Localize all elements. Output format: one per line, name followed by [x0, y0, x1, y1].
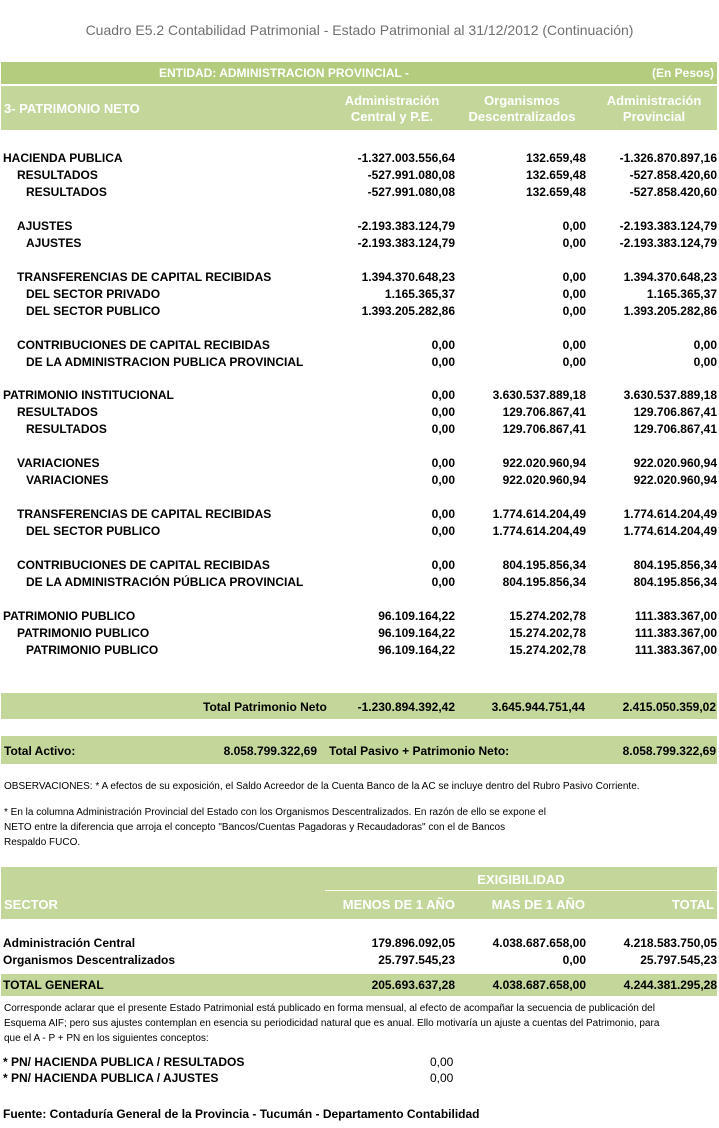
adjustment-label: * PN/ HACIENDA PUBLICA / RESULTADOS — [3, 1055, 245, 1069]
row-label: DE LA ADMINISTRACIÓN PÚBLICA PROVINCIAL — [26, 575, 304, 589]
section-header — [1, 86, 717, 130]
menos-1-anio-header: MENOS DE 1 AÑO — [342, 897, 455, 912]
total-general-label: TOTAL GENERAL — [3, 978, 104, 992]
row-value-provincial: 111.383.367,00 — [634, 626, 717, 640]
row-value-organismos: 15.274.202,78 — [509, 626, 586, 640]
row-value-provincial: 129.706.867,41 — [633, 405, 717, 419]
row-value-organismos: 0,00 — [562, 355, 586, 369]
row-value-provincial: 922.020.960,94 — [633, 473, 717, 487]
row-value-central: 0,00 — [431, 388, 455, 402]
corresponde-line-1: Corresponde aclarar que el presente Estado Patrimonial está publicado en forma mensual, al efecto de acompañar la secuencia de publicación del — [4, 1003, 655, 1014]
exig-row-v3: 4.218.583.750,05 — [623, 936, 717, 950]
row-value-central: 0,00 — [431, 558, 455, 572]
exig-row-v3: 25.797.545,23 — [640, 953, 717, 967]
total-pn-band — [1, 693, 717, 719]
row-value-provincial: -527.858.420,60 — [629, 185, 717, 199]
row-value-organismos: 129.706.867,41 — [502, 405, 586, 419]
total-pasivo-label: Total Pasivo + Patrimonio Neto: — [329, 744, 510, 758]
total-header: TOTAL — [671, 897, 714, 912]
row-value-provincial: 1.774.614.204,49 — [623, 524, 717, 538]
row-value-provincial: 1.393.205.282,86 — [623, 304, 717, 318]
row-label: RESULTADOS — [17, 405, 98, 419]
row-value-organismos: 0,00 — [562, 236, 586, 250]
row-label: RESULTADOS — [17, 168, 98, 182]
row-value-central: 0,00 — [431, 422, 455, 436]
row-label: PATRIMONIO PUBLICO — [3, 609, 136, 623]
row-value-provincial: 804.195.856,34 — [633, 558, 717, 572]
note-line-3: Respaldo FUCO. — [4, 837, 81, 848]
total-general-v2: 4.038.687.658,00 — [492, 978, 586, 992]
row-label: PATRIMONIO INSTITUCIONAL — [3, 388, 174, 402]
row-value-central: 0,00 — [431, 575, 455, 589]
row-value-provincial: 1.165.365,37 — [646, 287, 717, 301]
exig-row-label: Administración Central — [3, 936, 136, 950]
row-value-organismos: 1.774.614.204,49 — [492, 507, 586, 521]
total-activo-value: 8.058.799.322,69 — [223, 744, 317, 758]
total-pasivo-value: 8.058.799.322,69 — [622, 744, 716, 758]
row-label: HACIENDA PUBLICA — [3, 151, 123, 165]
row-value-central: -527.991.080,08 — [367, 168, 455, 182]
row-value-central: 1.394.370.648,23 — [361, 270, 455, 284]
row-label: DEL SECTOR PUBLICO — [26, 304, 161, 318]
row-label: DEL SECTOR PUBLICO — [26, 524, 161, 538]
row-value-organismos: 129.706.867,41 — [502, 422, 586, 436]
row-label: VARIACIONES — [17, 456, 100, 470]
row-value-central: 1.165.365,37 — [384, 287, 455, 301]
row-value-organismos: 804.195.856,34 — [502, 575, 586, 589]
row-value-organismos: 132.659,48 — [525, 185, 586, 199]
row-value-organismos: 15.274.202,78 — [509, 609, 586, 623]
exigibilidad-title: EXIGIBILIDAD — [477, 872, 565, 887]
col-header-provincial: Administración Provincial — [606, 93, 702, 124]
row-value-organismos: 132.659,48 — [525, 151, 586, 165]
exig-row-v1: 179.896.092,05 — [371, 936, 455, 950]
row-value-provincial: 111.383.367,00 — [634, 643, 717, 657]
fuente-text: Fuente: Contaduría General de la Provincia - Tucumán - Departamento Contabilidad — [3, 1107, 480, 1121]
exig-row-label: Organismos Descentralizados — [3, 953, 176, 967]
exig-row-v1: 25.797.545,23 — [378, 953, 455, 967]
unit-label: (En Pesos) — [651, 66, 714, 80]
row-value-provincial: 1.774.614.204,49 — [623, 507, 717, 521]
row-value-organismos: 132.659,48 — [525, 168, 586, 182]
total-pn-central: -1.230.894.392,42 — [357, 700, 455, 714]
row-value-central: -527.991.080,08 — [367, 185, 455, 199]
row-label: AJUSTES — [26, 236, 82, 250]
row-value-provincial: 0,00 — [693, 338, 717, 352]
row-value-central: 96.109.164,22 — [378, 609, 455, 623]
row-value-organismos: 804.195.856,34 — [502, 558, 586, 572]
row-value-provincial: 1.394.370.648,23 — [623, 270, 717, 284]
row-value-provincial: 3.630.537.889,18 — [623, 388, 717, 402]
row-label: AJUSTES — [17, 219, 73, 233]
row-value-provincial: 111.383.367,00 — [634, 609, 717, 623]
row-value-central: 0,00 — [431, 456, 455, 470]
row-value-provincial: -1.326.870.897,16 — [619, 151, 717, 165]
col-header-central: Administración Central y P.E. — [344, 93, 440, 124]
row-value-organismos: 922.020.960,94 — [502, 456, 586, 470]
col-header-organismos: Organismos Descentralizados — [468, 93, 576, 124]
row-value-central: -2.193.383.124,79 — [357, 219, 455, 233]
total-general-v3: 4.244.381.295,28 — [623, 978, 717, 992]
row-value-provincial: 804.195.856,34 — [633, 575, 717, 589]
row-value-organismos: 922.020.960,94 — [502, 473, 586, 487]
corresponde-line-2: Esquema AIF; pero sus ajustes contemplan en esencia su periodicidad natural que es anual. Ello motivaría un ajuste a cuentas del Patrimonio, para — [4, 1018, 660, 1029]
observaciones-text: OBSERVACIONES: * A efectos de su exposición, el Saldo Acreedor de la Cuenta Banco de la AC se incluye dentro del Rubro Pasivo Corriente. — [4, 781, 640, 792]
row-value-central: 96.109.164,22 — [378, 643, 455, 657]
row-value-provincial: 129.706.867,41 — [633, 422, 717, 436]
row-value-provincial: -2.193.383.124,79 — [619, 236, 717, 250]
total-pn-provincial: 2.415.050.359,02 — [622, 700, 716, 714]
row-label: CONTRIBUCIONES DE CAPITAL RECIBIDAS — [17, 338, 270, 352]
row-value-central: 0,00 — [431, 355, 455, 369]
note-line-1: * En la columna Administración Provincial del Estado con los Organismos Descentralizados. En razón de ello se expone el — [4, 807, 546, 818]
row-value-central: -1.327.003.556,64 — [357, 151, 455, 165]
total-pn-label: Total Patrimonio Neto — [203, 700, 327, 714]
row-value-provincial: -527.858.420,60 — [629, 168, 717, 182]
row-value-provincial: 0,00 — [693, 355, 717, 369]
exig-row-v2: 0,00 — [562, 953, 586, 967]
row-label: PATRIMONIO PUBLICO — [26, 643, 159, 657]
row-value-organismos: 0,00 — [562, 219, 586, 233]
row-label: DE LA ADMINISTRACION PUBLICA PROVINCIAL — [26, 355, 304, 369]
row-label: CONTRIBUCIONES DE CAPITAL RECIBIDAS — [17, 558, 270, 572]
row-value-central: 96.109.164,22 — [378, 626, 455, 640]
row-value-organismos: 0,00 — [562, 287, 586, 301]
row-value-central: 0,00 — [431, 507, 455, 521]
total-activo-label: Total Activo: — [4, 744, 76, 758]
row-label: TRANSFERENCIAS DE CAPITAL RECIBIDAS — [17, 507, 272, 521]
total-general-v1: 205.693.637,28 — [371, 978, 455, 992]
row-value-organismos: 0,00 — [562, 270, 586, 284]
total-general-band — [1, 974, 717, 996]
entity-band — [1, 62, 717, 84]
adjustment-value: 0,00 — [430, 1071, 454, 1085]
exigibilidad-header — [1, 867, 717, 919]
note-line-2: NETO entre la diferencia que arroja el concepto "Bancos/Cuentas Pagadoras y Recaudadoras" con el de Bancos — [4, 822, 506, 833]
row-label: VARIACIONES — [26, 473, 109, 487]
total-pn-organismos: 3.645.944.751,44 — [491, 700, 585, 714]
row-label: RESULTADOS — [26, 422, 107, 436]
row-value-central: 1.393.205.282,86 — [361, 304, 455, 318]
row-value-provincial: 922.020.960,94 — [633, 456, 717, 470]
adjustment-value: 0,00 — [430, 1055, 454, 1069]
section-title: 3- PATRIMONIO NETO — [4, 101, 140, 116]
row-label: TRANSFERENCIAS DE CAPITAL RECIBIDAS — [17, 270, 272, 284]
entity-label: ENTIDAD: ADMINISTRACION PROVINCIAL - — [159, 66, 409, 80]
row-label: PATRIMONIO PUBLICO — [17, 626, 150, 640]
adjustment-label: * PN/ HACIENDA PUBLICA / AJUSTES — [3, 1071, 219, 1085]
sector-header: SECTOR — [4, 897, 58, 912]
row-value-provincial: -2.193.383.124,79 — [619, 219, 717, 233]
row-value-central: 0,00 — [431, 473, 455, 487]
row-value-organismos: 3.630.537.889,18 — [492, 388, 586, 402]
row-value-organismos: 0,00 — [562, 338, 586, 352]
exig-row-v2: 4.038.687.658,00 — [492, 936, 586, 950]
row-value-organismos: 1.774.614.204,49 — [492, 524, 586, 538]
row-value-central: 0,00 — [431, 405, 455, 419]
row-label: RESULTADOS — [26, 185, 107, 199]
row-value-central: 0,00 — [431, 524, 455, 538]
page-title: Cuadro E5.2 Contabilidad Patrimonial - Estado Patrimonial al 31/12/2012 (Continuación) — [85, 22, 634, 38]
row-value-central: -2.193.383.124,79 — [357, 236, 455, 250]
row-value-organismos: 15.274.202,78 — [509, 643, 586, 657]
mas-1-anio-header: MAS DE 1 AÑO — [491, 897, 585, 912]
totals-band — [1, 736, 717, 764]
row-label: DEL SECTOR PRIVADO — [26, 287, 161, 301]
row-value-organismos: 0,00 — [562, 304, 586, 318]
row-value-central: 0,00 — [431, 338, 455, 352]
corresponde-line-3: que el A - P + PN en los siguientes conceptos: — [4, 1033, 209, 1044]
